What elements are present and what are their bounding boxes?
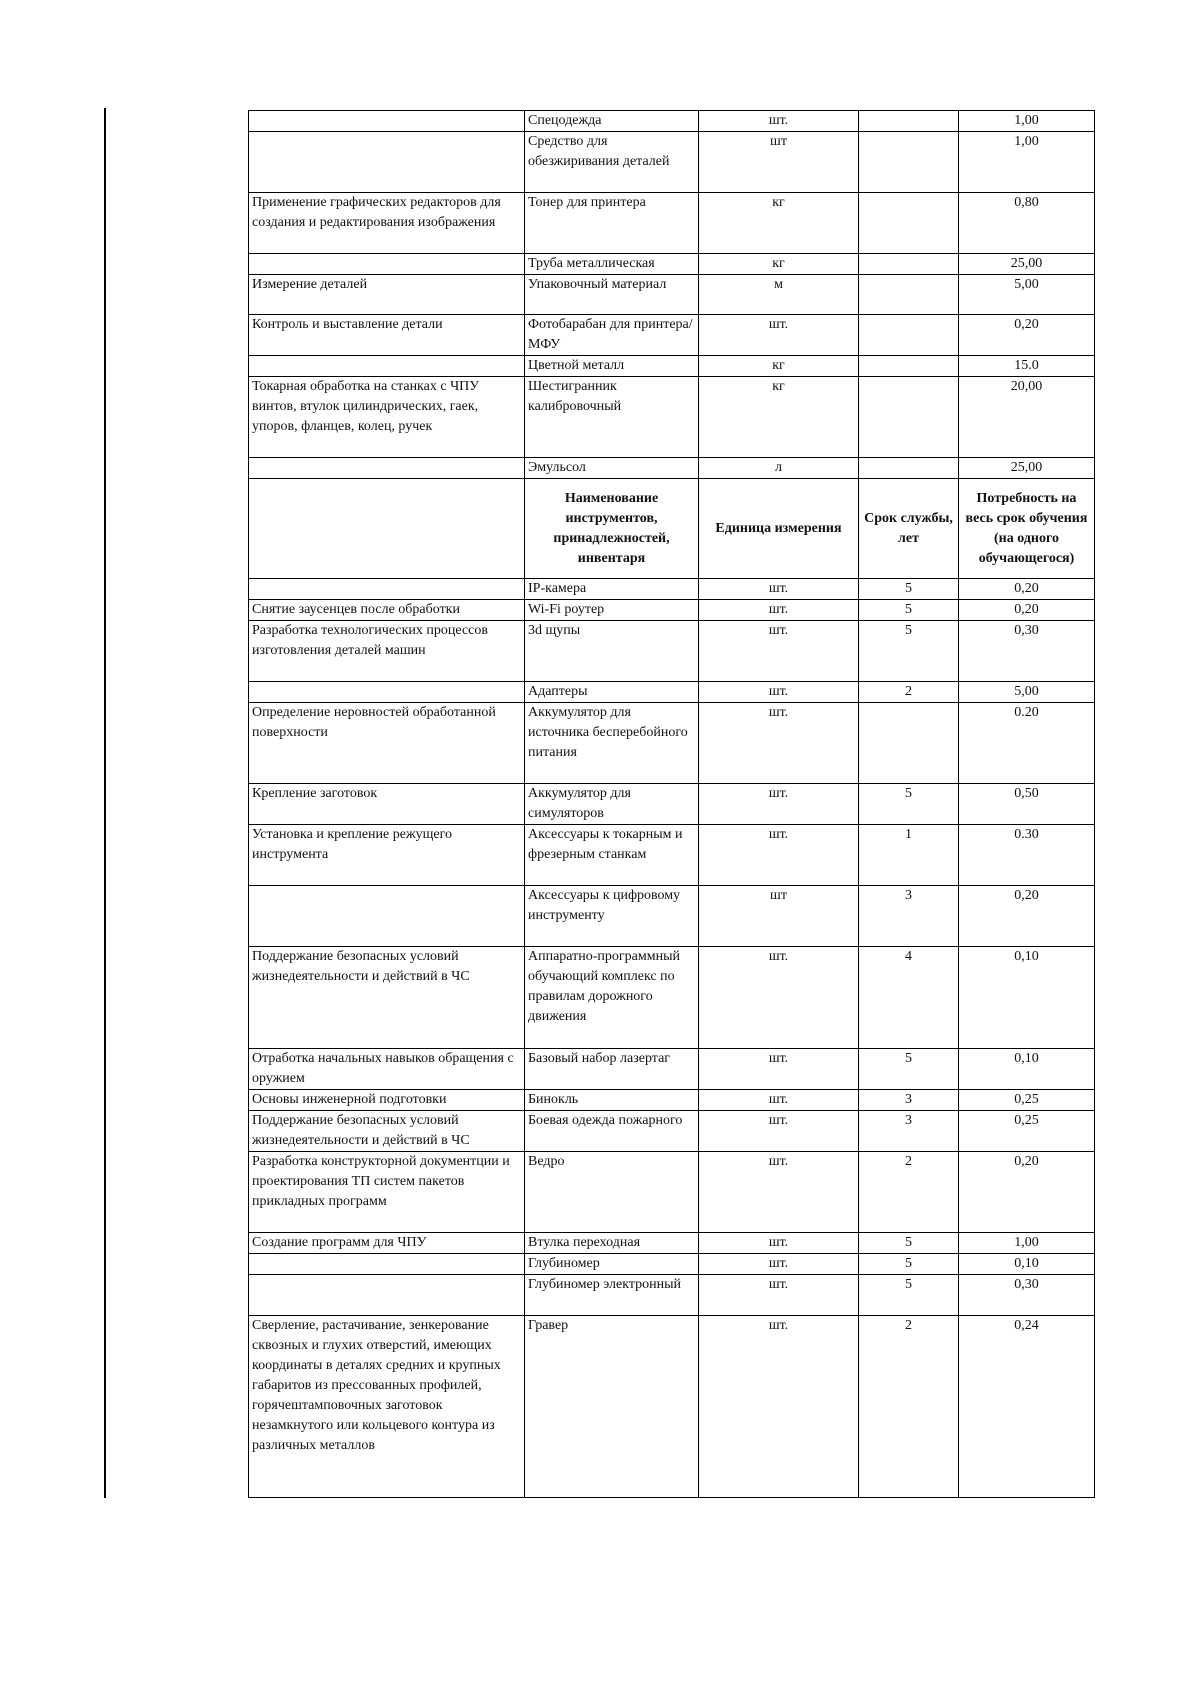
activity-cell: Основы инженерной подготовки bbox=[249, 1090, 525, 1111]
item-name-cell: Втулка переходная bbox=[525, 1233, 699, 1254]
header-need: Потребность на весь срок обучения (на одного обучающегося) bbox=[959, 479, 1095, 579]
activity-cell bbox=[249, 254, 525, 275]
header-unit: Единица измерения bbox=[699, 479, 859, 579]
table-row bbox=[249, 947, 1095, 1049]
life-cell: 2 bbox=[859, 1152, 959, 1233]
life-cell bbox=[859, 275, 959, 315]
unit-cell: шт. bbox=[699, 579, 859, 600]
activity-cell bbox=[249, 356, 525, 377]
item-name-cell: Труба металлическая bbox=[525, 254, 699, 275]
life-cell bbox=[859, 377, 959, 458]
activity-cell: Снятие заусенцев после обработки bbox=[249, 600, 525, 621]
quantity-cell: 0,24 bbox=[959, 1316, 1095, 1498]
quantity-cell: 0,10 bbox=[959, 1254, 1095, 1275]
unit-cell: кг bbox=[699, 377, 859, 458]
item-name-cell: Цветной металл bbox=[525, 356, 699, 377]
quantity-cell: 5,00 bbox=[959, 682, 1095, 703]
life-cell bbox=[859, 132, 959, 193]
item-name-cell: Базовый набор лазертаг bbox=[525, 1049, 699, 1090]
item-name-cell: Wi-Fi роутер bbox=[525, 600, 699, 621]
quantity-cell: 0.30 bbox=[959, 825, 1095, 886]
unit-cell: кг bbox=[699, 254, 859, 275]
unit-cell: шт. bbox=[699, 1275, 859, 1316]
activity-cell bbox=[249, 132, 525, 193]
item-name-cell: Средство для обезжиривания деталей bbox=[525, 132, 699, 193]
table-row bbox=[249, 579, 1095, 600]
life-cell bbox=[859, 315, 959, 356]
activity-cell bbox=[249, 886, 525, 947]
quantity-cell: 1,00 bbox=[959, 132, 1095, 193]
quantity-cell: 15.0 bbox=[959, 356, 1095, 377]
life-cell: 2 bbox=[859, 1316, 959, 1498]
unit-cell: шт bbox=[699, 132, 859, 193]
unit-cell: шт. bbox=[699, 111, 859, 132]
activity-cell: Поддержание безопасных условий жизнедеятельности и действий в ЧС bbox=[249, 1111, 525, 1152]
unit-cell: шт. bbox=[699, 1233, 859, 1254]
item-name-cell: Глубиномер электронный bbox=[525, 1275, 699, 1316]
quantity-cell: 0,20 bbox=[959, 315, 1095, 356]
unit-cell: шт. bbox=[699, 1316, 859, 1498]
unit-cell: шт. bbox=[699, 1152, 859, 1233]
activity-cell: Определение неровностей обработанной поверхности bbox=[249, 703, 525, 784]
table-row bbox=[249, 621, 1095, 682]
unit-cell: шт. bbox=[699, 1049, 859, 1090]
table-row bbox=[249, 600, 1095, 621]
quantity-cell: 0,20 bbox=[959, 1152, 1095, 1233]
activity-cell: Установка и крепление режущего инструмента bbox=[249, 825, 525, 886]
table-row bbox=[249, 1254, 1095, 1275]
activity-cell: Применение графических редакторов для создания и редактирования изображения bbox=[249, 193, 525, 254]
life-cell bbox=[859, 458, 959, 479]
table-row bbox=[249, 111, 1095, 132]
item-name-cell: Упаковочный материал bbox=[525, 275, 699, 315]
life-cell bbox=[859, 703, 959, 784]
activity-cell: Разработка конструкторной документции и проектирования ТП систем пакетов прикладных программ bbox=[249, 1152, 525, 1233]
table-row bbox=[249, 1233, 1095, 1254]
table-header-row bbox=[249, 479, 1095, 579]
quantity-cell: 0,20 bbox=[959, 600, 1095, 621]
quantity-cell: 5,00 bbox=[959, 275, 1095, 315]
activity-cell: Токарная обработка на станках с ЧПУ винтов, втулок цилиндрических, гаек, упоров, фланцев, колец, ручек bbox=[249, 377, 525, 458]
quantity-cell: 0,20 bbox=[959, 886, 1095, 947]
table-row bbox=[249, 682, 1095, 703]
item-name-cell: Спецодежда bbox=[525, 111, 699, 132]
unit-cell: шт. bbox=[699, 1254, 859, 1275]
life-cell: 5 bbox=[859, 784, 959, 825]
table-row bbox=[249, 356, 1095, 377]
unit-cell: шт. bbox=[699, 703, 859, 784]
item-name-cell: Фотобарабан для принтера/МФУ bbox=[525, 315, 699, 356]
activity-cell: Сверление, растачивание, зенкерование сквозных и глухих отверстий, имеющих координаты в деталях средних и крупных габаритов из прессованных профилей, горячештамповочных заготовок незамкнутого или кольцевого контура из различных металлов bbox=[249, 1316, 525, 1498]
unit-cell: кг bbox=[699, 193, 859, 254]
unit-cell: шт. bbox=[699, 315, 859, 356]
activity-cell: Крепление заготовок bbox=[249, 784, 525, 825]
activity-cell: Измерение деталей bbox=[249, 275, 525, 315]
life-cell bbox=[859, 356, 959, 377]
table-row bbox=[249, 886, 1095, 947]
unit-cell: шт bbox=[699, 886, 859, 947]
item-name-cell: Глубиномер bbox=[525, 1254, 699, 1275]
unit-cell: шт. bbox=[699, 600, 859, 621]
item-name-cell: Гравер bbox=[525, 1316, 699, 1498]
quantity-cell: 0,30 bbox=[959, 1275, 1095, 1316]
activity-cell bbox=[249, 111, 525, 132]
item-name-cell: IP-камера bbox=[525, 579, 699, 600]
item-name-cell: Аккумулятор для источника бесперебойного питания bbox=[525, 703, 699, 784]
item-name-cell: Эмульсол bbox=[525, 458, 699, 479]
item-name-cell: Аксессуары к токарным и фрезерным станкам bbox=[525, 825, 699, 886]
item-name-cell: Аксессуары к цифровому инструменту bbox=[525, 886, 699, 947]
quantity-cell: 0,10 bbox=[959, 1049, 1095, 1090]
item-name-cell: 3d щупы bbox=[525, 621, 699, 682]
unit-cell: шт. bbox=[699, 1090, 859, 1111]
table-row bbox=[249, 703, 1095, 784]
quantity-cell: 1,00 bbox=[959, 1233, 1095, 1254]
life-cell: 1 bbox=[859, 825, 959, 886]
activity-cell bbox=[249, 458, 525, 479]
life-cell: 5 bbox=[859, 1233, 959, 1254]
quantity-cell: 0,20 bbox=[959, 579, 1095, 600]
activity-cell bbox=[249, 1254, 525, 1275]
table-row bbox=[249, 784, 1095, 825]
life-cell: 3 bbox=[859, 1090, 959, 1111]
item-name-cell: Аппаратно-программный обучающий комплекс по правилам дорожного движения bbox=[525, 947, 699, 1049]
life-cell: 5 bbox=[859, 621, 959, 682]
table-row bbox=[249, 193, 1095, 254]
margin-rule bbox=[104, 108, 106, 1498]
item-name-cell: Шестигранник калибровочный bbox=[525, 377, 699, 458]
item-name-cell: Ведро bbox=[525, 1152, 699, 1233]
equipment-table bbox=[248, 110, 1095, 1498]
quantity-cell: 25,00 bbox=[959, 254, 1095, 275]
table-row bbox=[249, 1152, 1095, 1233]
unit-cell: шт. bbox=[699, 682, 859, 703]
life-cell: 3 bbox=[859, 1111, 959, 1152]
life-cell: 5 bbox=[859, 1275, 959, 1316]
unit-cell: шт. bbox=[699, 825, 859, 886]
table-row bbox=[249, 254, 1095, 275]
life-cell: 5 bbox=[859, 579, 959, 600]
header-empty-cell bbox=[249, 479, 525, 579]
quantity-cell: 1,00 bbox=[959, 111, 1095, 132]
unit-cell: шт. bbox=[699, 621, 859, 682]
activity-cell: Разработка технологических процессов изготовления деталей машин bbox=[249, 621, 525, 682]
activity-cell: Отработка начальных навыков обращения с оружием bbox=[249, 1049, 525, 1090]
life-cell bbox=[859, 193, 959, 254]
quantity-cell: 20,00 bbox=[959, 377, 1095, 458]
activity-cell bbox=[249, 579, 525, 600]
table-row bbox=[249, 458, 1095, 479]
header-life: Срок службы, лет bbox=[859, 479, 959, 579]
quantity-cell: 0,50 bbox=[959, 784, 1095, 825]
header-name: Наименование инструментов, принадлежностей, инвентаря bbox=[525, 479, 699, 579]
life-cell: 3 bbox=[859, 886, 959, 947]
quantity-cell: 0,30 bbox=[959, 621, 1095, 682]
unit-cell: л bbox=[699, 458, 859, 479]
unit-cell: шт. bbox=[699, 1111, 859, 1152]
activity-cell: Контроль и выставление детали bbox=[249, 315, 525, 356]
table-row bbox=[249, 1111, 1095, 1152]
life-cell bbox=[859, 111, 959, 132]
table-row bbox=[249, 1049, 1095, 1090]
activity-cell: Поддержание безопасных условий жизнедеятельности и действий в ЧС bbox=[249, 947, 525, 1049]
item-name-cell: Бинокль bbox=[525, 1090, 699, 1111]
quantity-cell: 0,25 bbox=[959, 1111, 1095, 1152]
table-row bbox=[249, 132, 1095, 193]
item-name-cell: Аккумулятор для симуляторов bbox=[525, 784, 699, 825]
unit-cell: шт. bbox=[699, 784, 859, 825]
life-cell: 4 bbox=[859, 947, 959, 1049]
unit-cell: м bbox=[699, 275, 859, 315]
table-row bbox=[249, 1275, 1095, 1316]
activity-cell bbox=[249, 1275, 525, 1316]
table-row bbox=[249, 315, 1095, 356]
quantity-cell: 0,25 bbox=[959, 1090, 1095, 1111]
table-row bbox=[249, 377, 1095, 458]
unit-cell: кг bbox=[699, 356, 859, 377]
life-cell: 2 bbox=[859, 682, 959, 703]
activity-cell: Создание программ для ЧПУ bbox=[249, 1233, 525, 1254]
quantity-cell: 0.20 bbox=[959, 703, 1095, 784]
life-cell: 5 bbox=[859, 600, 959, 621]
quantity-cell: 25,00 bbox=[959, 458, 1095, 479]
table-row bbox=[249, 275, 1095, 315]
life-cell: 5 bbox=[859, 1254, 959, 1275]
item-name-cell: Адаптеры bbox=[525, 682, 699, 703]
item-name-cell: Боевая одежда пожарного bbox=[525, 1111, 699, 1152]
quantity-cell: 0,80 bbox=[959, 193, 1095, 254]
life-cell: 5 bbox=[859, 1049, 959, 1090]
quantity-cell: 0,10 bbox=[959, 947, 1095, 1049]
table-row bbox=[249, 1316, 1095, 1498]
item-name-cell: Тонер для принтера bbox=[525, 193, 699, 254]
table-row bbox=[249, 825, 1095, 886]
activity-cell bbox=[249, 682, 525, 703]
unit-cell: шт. bbox=[699, 947, 859, 1049]
life-cell bbox=[859, 254, 959, 275]
table-row bbox=[249, 1090, 1095, 1111]
